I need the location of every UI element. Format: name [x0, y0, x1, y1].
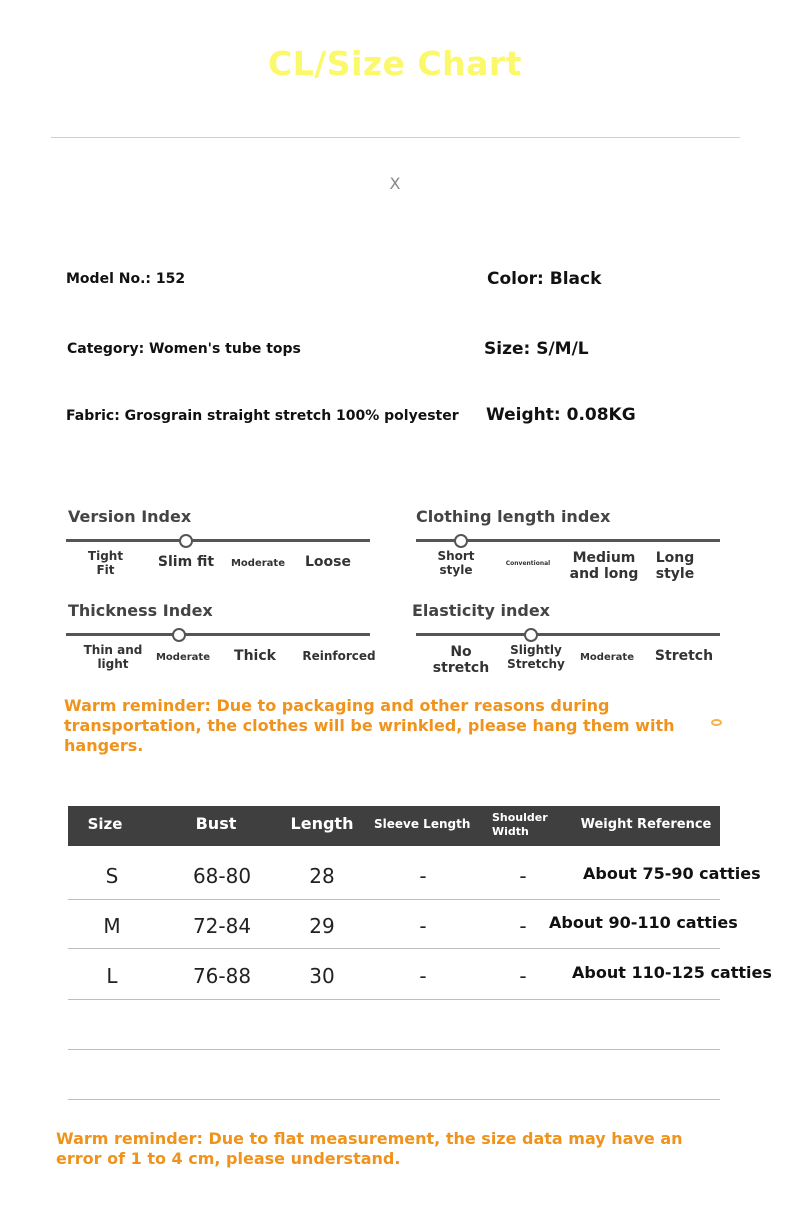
thickness-option-reinforced: Reinforced [302, 649, 376, 663]
row-s-length: 28 [309, 864, 335, 888]
header-sleeve-length: Sleeve Length [374, 817, 471, 831]
row-m-weight: About 90-110 catties [549, 913, 738, 932]
header-weight-reference: Weight Reference [580, 817, 712, 832]
header-shoulder-width: Shoulder Width [492, 811, 548, 838]
row-divider [68, 999, 720, 1000]
row-l-size: L [106, 964, 118, 988]
row-divider [68, 1099, 720, 1100]
elasticity-option-moderate: Moderate [579, 652, 634, 663]
row-m-shoulder: - [519, 914, 527, 938]
row-l-weight: About 110-125 catties [572, 963, 772, 982]
product-category: Category: Women's tube tops [67, 341, 301, 357]
thickness-option-thick: Thick [234, 648, 276, 664]
row-m-sleeve: - [419, 914, 427, 938]
row-l-sleeve: - [419, 964, 427, 988]
divider-mark: X [389, 174, 401, 193]
elasticity-index-track [416, 633, 720, 636]
version-option-loose: Loose [305, 554, 351, 570]
version-option-moderate: Moderate [230, 558, 285, 569]
row-l-bust: 76-88 [192, 964, 252, 988]
row-s-shoulder: - [519, 864, 527, 888]
elasticity-index-marker [524, 628, 538, 642]
thickness-option-moderate: Moderate [155, 652, 210, 663]
page-title: CL/Size Chart [268, 44, 522, 83]
row-s-size: S [105, 864, 119, 888]
packaging-reminder: Warm reminder: Due to packaging and other reasons during transportation, the clothes will be wrinkled, please hang them with hangers. [64, 696, 675, 755]
thickness-index-marker [172, 628, 186, 642]
length-option-short-style: Short style [437, 549, 475, 577]
version-option-slim-fit: Slim fit [157, 554, 215, 570]
elasticity-option-stretch: Stretch [654, 648, 714, 664]
header-bust: Bust [195, 814, 237, 833]
length-option-long-style: Long style [655, 550, 695, 583]
header-size: Size [87, 815, 123, 833]
length-index-marker [454, 534, 468, 548]
top-divider [51, 137, 740, 138]
row-divider [68, 1049, 720, 1050]
version-option-tight-fit: Tight Fit [87, 549, 124, 577]
elasticity-index-title: Elasticity index [412, 601, 550, 620]
row-divider [68, 899, 720, 900]
hanger-tag-icon [711, 719, 722, 726]
row-s-sleeve: - [419, 864, 427, 888]
product-weight: Weight: 0.08KG [486, 405, 636, 425]
elasticity-option-slightly-stretchy: Slightly Stretchy [507, 643, 565, 671]
elasticity-option-no-stretch: No stretch [432, 644, 490, 677]
thickness-index-track [66, 633, 370, 636]
length-option-conventional: Conventional [505, 560, 551, 567]
row-m-bust: 72-84 [192, 914, 252, 938]
row-l-length: 30 [309, 964, 335, 988]
version-index-track [66, 539, 370, 542]
row-s-bust: 68-80 [192, 864, 252, 888]
header-length: Length [290, 814, 354, 833]
row-divider [68, 948, 720, 949]
row-m-length: 29 [309, 914, 335, 938]
measurement-reminder: Warm reminder: Due to flat measurement, the size data may have an error of 1 to 4 cm, please understand. [56, 1129, 683, 1168]
model-number: Model No.: 152 [66, 271, 186, 287]
product-color: Color: Black [487, 269, 602, 289]
length-index-title: Clothing length index [416, 507, 611, 526]
row-s-weight: About 75-90 catties [583, 864, 761, 883]
row-l-shoulder: - [519, 964, 527, 988]
thickness-index-title: Thickness Index [68, 601, 213, 620]
product-sizes: Size: S/M/L [484, 339, 589, 359]
product-fabric: Fabric: Grosgrain straight stretch 100% polyester [66, 408, 459, 424]
version-index-title: Version Index [68, 507, 192, 526]
version-index-marker [179, 534, 193, 548]
row-m-size: M [103, 914, 121, 938]
length-option-medium-long: Medium and long [569, 550, 639, 583]
size-table-header [68, 806, 720, 846]
thickness-option-thin-light: Thin and light [83, 643, 143, 671]
